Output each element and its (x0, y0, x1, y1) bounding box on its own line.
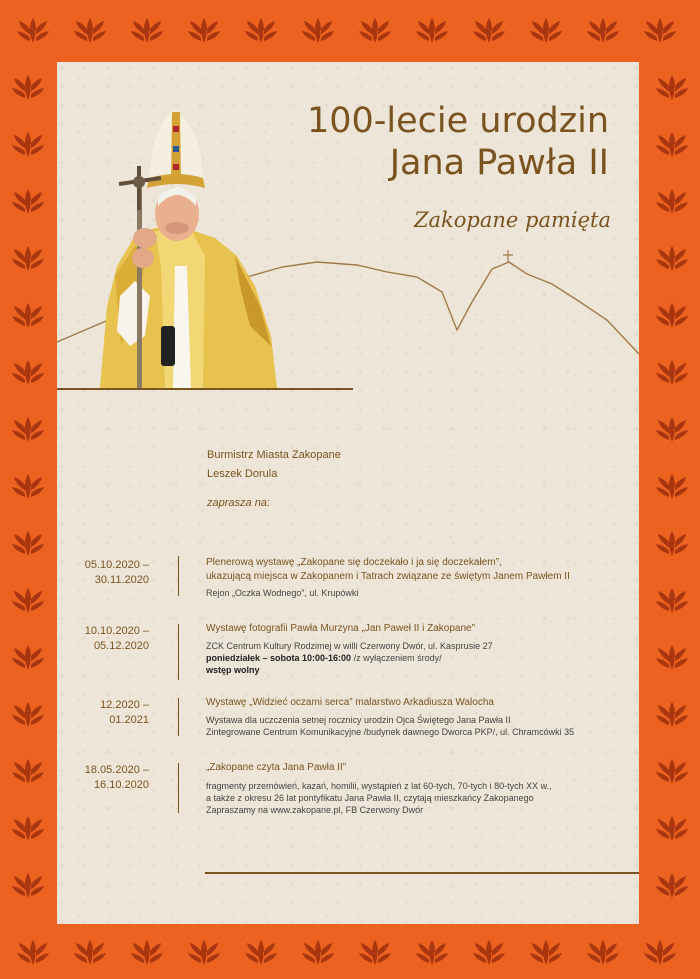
invite-phrase: zaprasza na: (207, 497, 270, 509)
event-hours-note: /z wyłączeniem środy/ (351, 653, 442, 663)
event-body-line: Zintegrowane Centrum Komunikacyjne /budynek dawnego Dworca PKP/, ul. Chramcówki 35 (206, 727, 575, 737)
event-body-line: Rejon „Oczka Wodnego”, ul. Krupówki (206, 588, 359, 598)
event-divider (178, 624, 179, 680)
event-body-line: fragmenty przemówień, kazań, homilii, wystąpień z lat 60-tych, 70-tych i 80-tych XX w., (206, 781, 552, 791)
leaf-ornament-icon (656, 759, 688, 784)
leaf-ornament-icon (656, 873, 688, 898)
poster-subtitle: Zakopane pamięta (413, 208, 611, 232)
leaf-ornament-icon (12, 132, 44, 157)
leaf-ornament-icon (656, 702, 688, 727)
event-date-from: 12.2020 – (100, 699, 149, 711)
leaf-ornament-icon (12, 702, 44, 727)
event-date-from: 10.10.2020 – (84, 625, 149, 637)
event-title (206, 556, 606, 584)
leaf-ornament-icon (359, 18, 391, 43)
event-title-line: „Zakopane czyta Jana Pawła II” (206, 762, 347, 773)
event-title (206, 761, 606, 775)
event-admission: wstęp wolny (206, 665, 260, 675)
leaf-ornament-icon (656, 75, 688, 100)
leaf-ornament-icon (302, 18, 334, 43)
event-body (206, 640, 626, 676)
poster-title (307, 100, 609, 184)
event-date-to: 01.2021 (109, 714, 149, 726)
event-title (206, 696, 606, 710)
leaf-ornament-icon (188, 940, 220, 965)
poster-paper (57, 62, 639, 924)
leaf-ornament-icon (12, 360, 44, 385)
event-body (206, 714, 626, 738)
leaf-ornament-icon (416, 940, 448, 965)
event-divider (178, 698, 179, 736)
leaf-ornament-icon (656, 360, 688, 385)
event-body-line: a także z okresu 26 lat pontyfikatu Jana Pawła II, czytają mieszkańcy Zakopanego (206, 793, 534, 803)
leaf-ornament-icon (359, 940, 391, 965)
leaf-ornament-icon (473, 940, 505, 965)
event-dates (57, 624, 149, 654)
invite-host-name: Leszek Dorula (207, 468, 278, 480)
leaf-ornament-icon (656, 189, 688, 214)
leaf-ornament-icon (12, 474, 44, 499)
leaf-ornament-icon (12, 75, 44, 100)
leaf-ornament-icon (587, 940, 619, 965)
event-hours: poniedziałek – sobota 10:00-16:00 (206, 653, 352, 663)
event-date-to: 05.12.2020 (93, 640, 149, 652)
title-line-2: Jana Pawła II (389, 143, 609, 183)
title-line-1: 100-lecie urodzin (306, 101, 609, 141)
leaf-ornament-icon (12, 645, 44, 670)
event-title-line: Plenerową wystawę „Zakopane się doczekało i ja się doczekałem”, (206, 557, 502, 568)
leaf-ornament-icon (12, 303, 44, 328)
leaf-ornament-icon (656, 246, 688, 271)
leaf-ornament-icon (416, 18, 448, 43)
leaf-ornament-icon (12, 417, 44, 442)
leaf-ornament-icon (245, 18, 277, 43)
event-title-line: Wystawę fotografii Pawła Murzyna „Jan Paweł II i Zakopane” (206, 623, 475, 634)
leaf-ornament-icon (530, 940, 562, 965)
event-divider (178, 556, 179, 596)
leaf-ornament-icon (644, 18, 676, 43)
leaf-ornament-icon (656, 816, 688, 841)
leaf-ornament-icon (131, 18, 163, 43)
leaf-ornament-icon (12, 816, 44, 841)
leaf-ornament-icon (656, 303, 688, 328)
leaf-ornament-icon (74, 18, 106, 43)
divider-top (57, 388, 353, 390)
leaf-ornament-icon (656, 132, 688, 157)
event-dates (57, 763, 149, 793)
event-title-line: Wystawę „Widzieć oczami serca” malarstwo Arkadiusza Walocha (206, 697, 494, 708)
leaf-ornament-icon (302, 940, 334, 965)
pope-photo (95, 106, 285, 388)
leaf-ornament-icon (74, 940, 106, 965)
invite-block (207, 446, 341, 513)
leaf-ornament-icon (473, 18, 505, 43)
event-date-to: 30.11.2020 (94, 574, 149, 586)
event-divider (178, 763, 179, 813)
leaf-ornament-icon (245, 940, 277, 965)
leaf-ornament-icon (656, 474, 688, 499)
event-dates (57, 558, 149, 588)
event-date-from: 05.10.2020 – (84, 559, 149, 571)
event-date-from: 18.05.2020 – (84, 764, 149, 776)
leaf-ornament-icon (188, 18, 220, 43)
event-body-line: Wystawa dla uczczenia setnej rocznicy urodzin Ojca Świętego Jana Pawła II (206, 715, 511, 725)
event-body (206, 780, 626, 816)
leaf-ornament-icon (530, 18, 562, 43)
leaf-ornament-icon (644, 940, 676, 965)
leaf-ornament-icon (131, 940, 163, 965)
event-body-line: Zapraszamy na www.zakopane.pl, FB Czerwony Dwór (206, 805, 424, 815)
leaf-ornament-icon (17, 940, 49, 965)
event-title (206, 622, 606, 636)
leaf-ornament-icon (17, 18, 49, 43)
leaf-ornament-icon (12, 588, 44, 613)
event-date-to: 16.10.2020 (93, 779, 149, 791)
event-title-line: ukazującą miejsca w Zakopanem i Tatrach związane ze świętym Janem Pawłem II (206, 571, 570, 582)
event-body-line: ZCK Centrum Kultury Rodzimej w willi Czerwony Dwór, ul. Kasprusie 27 (206, 641, 493, 651)
leaf-ornament-icon (656, 417, 688, 442)
leaf-ornament-icon (12, 189, 44, 214)
leaf-ornament-icon (12, 759, 44, 784)
leaf-ornament-icon (587, 18, 619, 43)
leaf-ornament-icon (656, 531, 688, 556)
divider-bottom (205, 872, 639, 874)
leaf-ornament-icon (656, 645, 688, 670)
leaf-ornament-icon (656, 588, 688, 613)
leaf-ornament-icon (12, 873, 44, 898)
event-dates (57, 698, 149, 728)
event-body-line (206, 652, 626, 664)
event-body (206, 587, 626, 599)
invite-host-title: Burmistrz Miasta Zakopane (207, 449, 341, 461)
leaf-ornament-icon (12, 531, 44, 556)
leaf-ornament-icon (12, 246, 44, 271)
